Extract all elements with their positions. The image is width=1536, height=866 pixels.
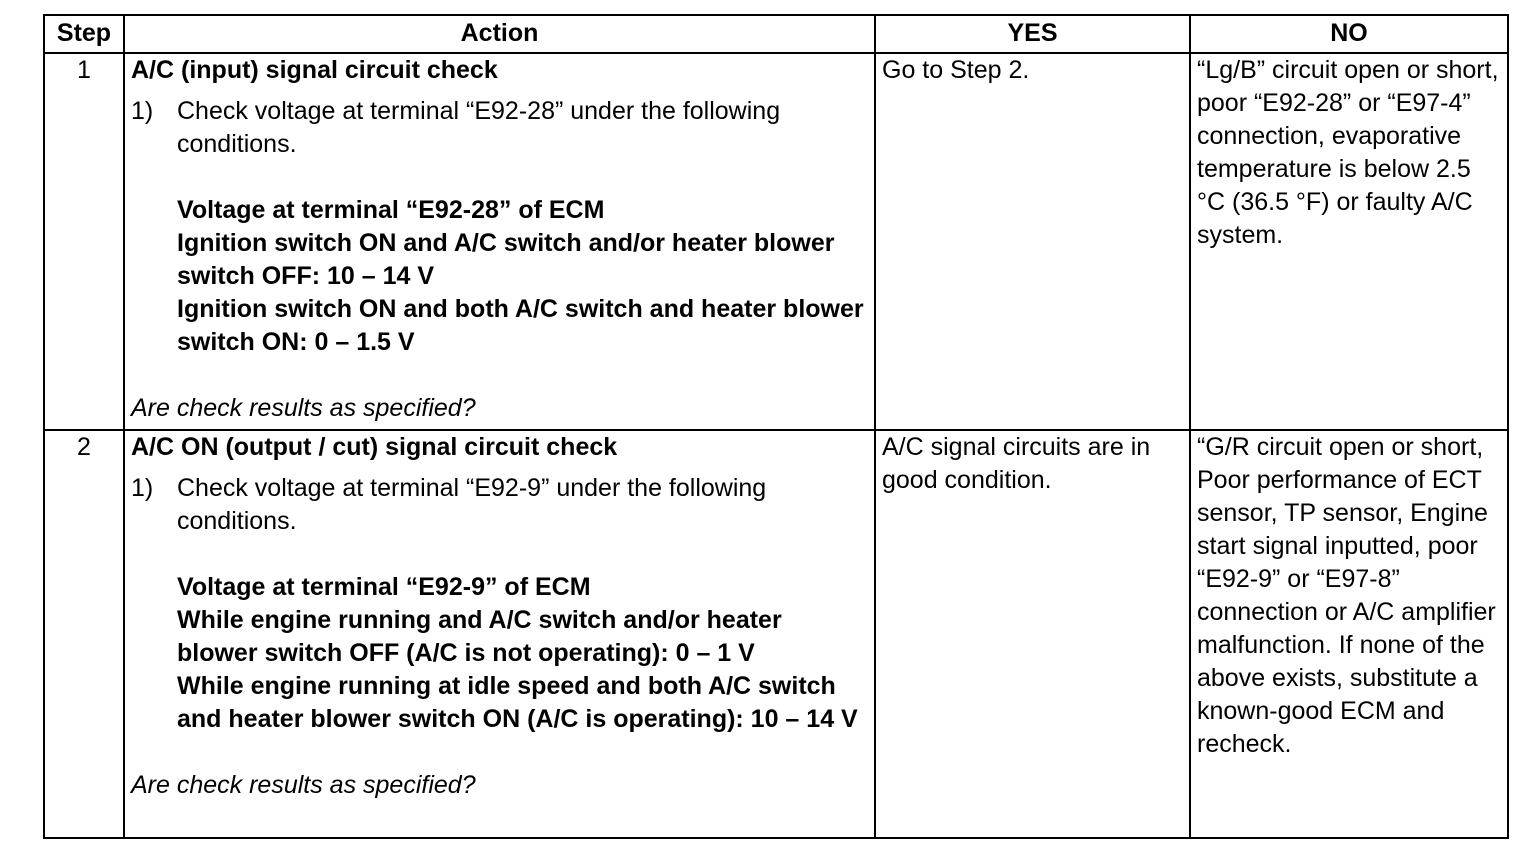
item-text: Check voltage at terminal “E92-9” under the following conditions.	[177, 474, 767, 535]
item-number: 1)	[131, 97, 154, 125]
action-item	[131, 472, 868, 538]
step-title: A/C ON (output / cut) signal circuit check	[131, 433, 618, 461]
header-step: Step	[44, 15, 124, 53]
spec-line: Ignition switch ON and A/C switch and/or heater blower switch OFF: 10 – 14 V	[177, 229, 835, 290]
step-number: 2	[44, 430, 124, 838]
spec-line: Ignition switch ON and both A/C switch and heater blower switch ON: 0 – 1.5 V	[177, 295, 864, 356]
spec-line: While engine running at idle speed and both A/C switch and heater blower switch ON (A/C is operating): 10 – 14 V	[177, 672, 858, 733]
step-number: 1	[44, 53, 124, 430]
spec-block	[131, 194, 868, 359]
table-row	[44, 53, 1508, 430]
yes-cell: A/C signal circuits are in good condition.	[875, 430, 1190, 838]
spec-block	[131, 571, 868, 736]
spec-line: While engine running and A/C switch and/or heater blower switch OFF (A/C is not operating): 0 – 1 V	[177, 606, 782, 667]
spec-line: Voltage at terminal “E92-9” of ECM	[177, 573, 591, 601]
check-question: Are check results as specified?	[131, 771, 476, 799]
action-cell	[124, 53, 875, 430]
no-cell: “G/R circuit open or short, Poor performance of ECT sensor, TP sensor, Engine start signal inputted, poor “E92-9” or “E97-8” connection or A/C amplifier malfunction. If none of the above exists, substitute a known-good ECM and recheck.	[1190, 430, 1508, 838]
header-no: NO	[1190, 15, 1508, 53]
header-action: Action	[124, 15, 875, 53]
table-row	[44, 430, 1508, 838]
spec-line: Voltage at terminal “E92-28” of ECM	[177, 196, 605, 224]
header-yes: YES	[875, 15, 1190, 53]
diagnostic-table	[43, 14, 1509, 839]
step-title: A/C (input) signal circuit check	[131, 56, 498, 84]
item-text: Check voltage at terminal “E92-28” under the following conditions.	[177, 97, 781, 158]
header-row	[44, 15, 1508, 53]
no-cell: “Lg/B” circuit open or short, poor “E92-28” or “E97-4” connection, evaporative temperature is below 2.5 °C (36.5 °F) or faulty A/C system.	[1190, 53, 1508, 430]
item-number: 1)	[131, 474, 154, 502]
action-item	[131, 95, 868, 161]
check-question: Are check results as specified?	[131, 394, 476, 422]
action-cell	[124, 430, 875, 838]
yes-cell: Go to Step 2.	[875, 53, 1190, 430]
